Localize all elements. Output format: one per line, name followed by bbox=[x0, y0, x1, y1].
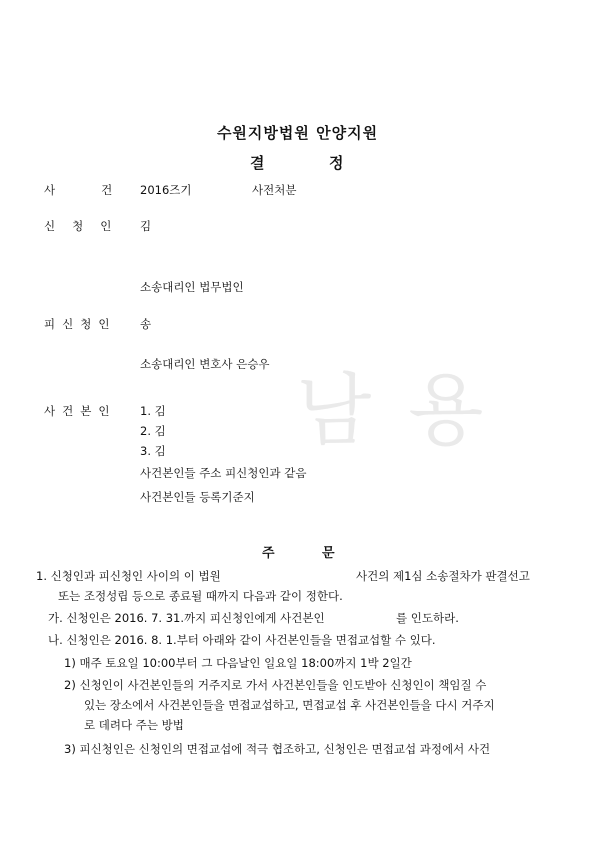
principal-item: 3. 김 bbox=[140, 444, 166, 458]
order-sub-1: 1) 매주 토요일 10:00부터 그 다음날인 일요일 18:00까지 1박 2일간 bbox=[64, 656, 412, 670]
principal-item: 1. 김 bbox=[140, 404, 166, 418]
applicant-label: 신 청 인 bbox=[44, 219, 112, 233]
respondent-agent: 소송대리인 변호사 은승우 bbox=[140, 357, 270, 371]
case-number: 2016즈기 bbox=[140, 183, 192, 197]
order-sub-3-line-1: 3) 피신청인은 신청인의 면접교섭에 적극 협조하고, 신청인은 면접교섭 과정에서 사건 bbox=[64, 742, 491, 756]
watermark: 남 용 bbox=[296, 366, 490, 456]
order-item-1-line-2: 또는 조정성립 등으로 종료될 때까지 다음과 같이 정한다. bbox=[58, 589, 343, 603]
order-sub-2-line-2: 있는 장소에서 사건본인들을 면접교섭하고, 면접교섭 후 사건본인들을 다시 거주지 bbox=[84, 698, 495, 712]
order-item-ga: 가. 신청인은 2016. 7. 31.까지 피신청인에게 사건본인 bbox=[48, 611, 325, 625]
applicant-agent: 소송대리인 법무법인 bbox=[140, 280, 244, 294]
order-item-1-line-1b: 사건의 제1심 소송절차가 판결선고 bbox=[356, 569, 530, 583]
principals-label: 사 건 본 인 bbox=[44, 404, 110, 418]
order-sub-2-line-1: 2) 신청인이 사건본인들의 거주지로 가서 사건본인들을 인도받아 신청인이 책임질 수 bbox=[64, 678, 487, 692]
applicant-name: 김 bbox=[140, 219, 152, 233]
court-name: 수원지방법원 안양지원 bbox=[216, 124, 379, 142]
document-title-right: 정 bbox=[329, 154, 344, 172]
order-item-ga-tail: 를 인도하라. bbox=[396, 611, 459, 625]
respondent-label: 피 신 청 인 bbox=[44, 317, 110, 331]
case-label: 사 건 bbox=[44, 183, 113, 197]
principals-address: 사건본인들 주소 피신청인과 같음 bbox=[140, 466, 307, 480]
order-sub-2-line-3: 로 데려다 주는 방법 bbox=[84, 718, 184, 732]
principals-registry: 사건본인들 등록기준지 bbox=[140, 490, 255, 504]
respondent-name: 송 bbox=[140, 317, 152, 331]
order-heading-right: 문 bbox=[322, 546, 335, 561]
principal-item: 2. 김 bbox=[140, 424, 166, 438]
order-heading-left: 주 bbox=[262, 546, 275, 561]
order-item-1-line-1a: 1. 신청인과 피신청인 사이의 이 법원 bbox=[36, 569, 221, 583]
document-title-left: 결 bbox=[250, 154, 265, 172]
case-name: 사전처분 bbox=[252, 183, 297, 197]
order-item-na: 나. 신청인은 2016. 8. 1.부터 아래와 같이 사건본인들을 면접교섭할 수 있다. bbox=[48, 633, 436, 647]
